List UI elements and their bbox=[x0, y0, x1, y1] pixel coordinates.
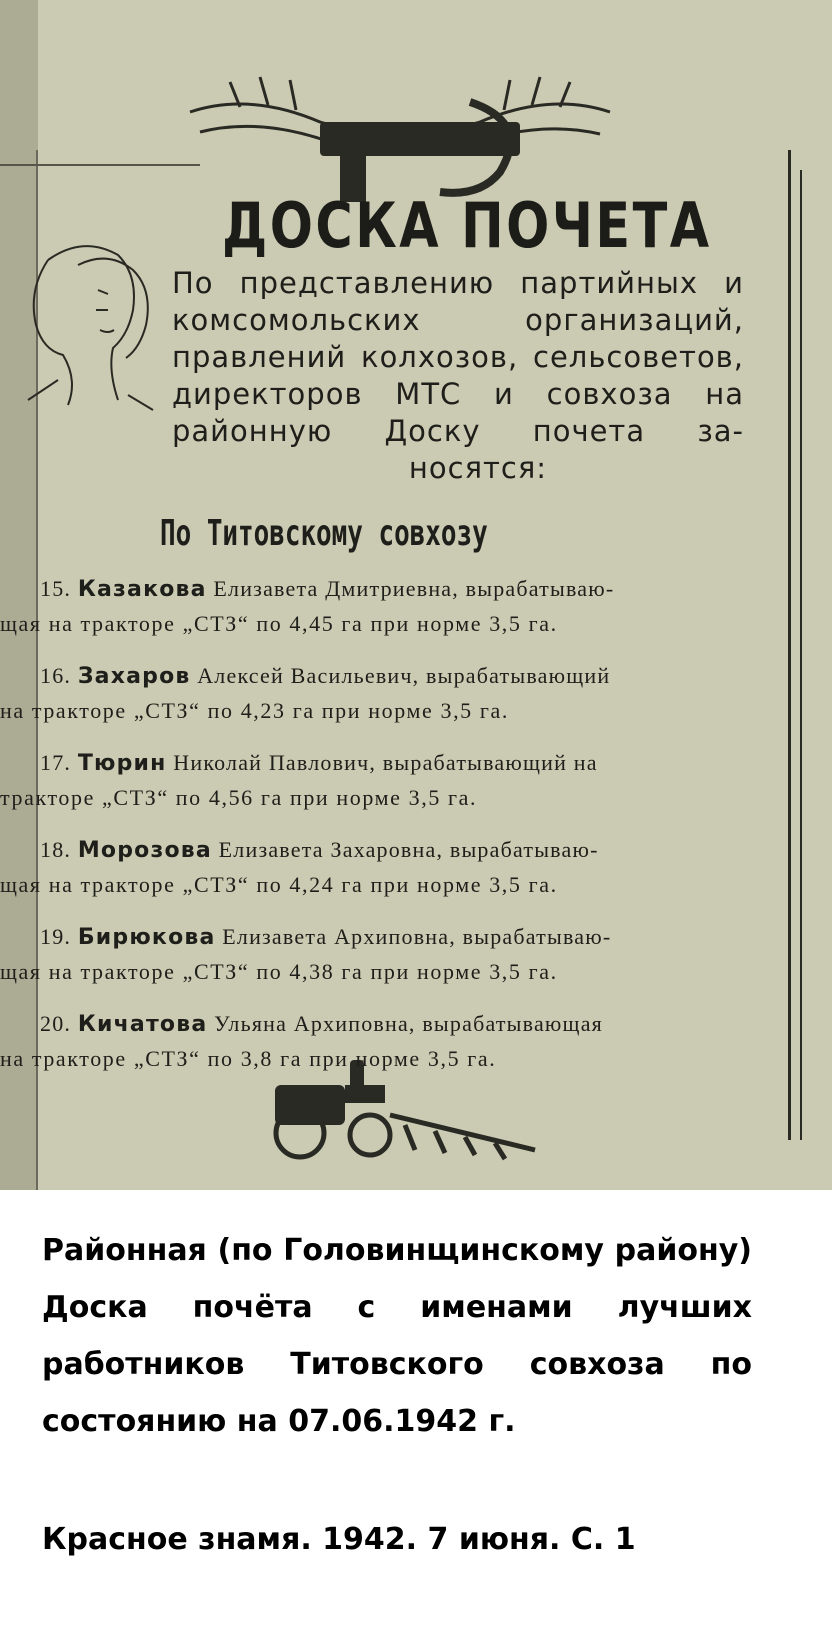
entry-number: 17. bbox=[40, 750, 72, 775]
hammer-sickle-wheat-emblem bbox=[170, 62, 630, 202]
intro-text-last: носятся: bbox=[408, 451, 548, 485]
intro-text: По представлению партийных и комсомольских организаций, правлений колхозов, сельсоветов, директоров МТС и совхоза на районную Доску почета за- bbox=[172, 266, 744, 448]
entry-text-line1: Елизавета Захаровна, вырабатываю- bbox=[218, 837, 599, 862]
entry-number: 15. bbox=[40, 576, 72, 601]
honor-entry bbox=[0, 833, 740, 902]
entry-number: 19. bbox=[40, 924, 72, 949]
entry-surname: Захаров bbox=[77, 664, 191, 689]
clipping-title: ДОСКА ПОЧЕТА bbox=[222, 189, 712, 262]
entry-text-line2: тракторе „СТЗ“ по 4,56 га при норме 3,5 га. bbox=[0, 785, 478, 810]
right-column-rule bbox=[788, 150, 791, 1140]
entry-text-line2: на тракторе „СТЗ“ по 3,8 га при норме 3,5 га. bbox=[0, 1046, 497, 1071]
entry-text-line2: щая на тракторе „СТЗ“ по 4,24 га при норме 3,5 га. bbox=[0, 872, 558, 897]
entry-surname: Кичатова bbox=[77, 1012, 208, 1037]
entry-text-line2: на тракторе „СТЗ“ по 4,23 га при норме 3,5 га. bbox=[0, 698, 509, 723]
right-column-rule-outer bbox=[800, 170, 802, 1140]
honor-entry bbox=[0, 572, 740, 641]
honor-entry bbox=[0, 746, 740, 815]
clipping-subheading: По Титовскому совхозу bbox=[160, 513, 488, 554]
entry-surname: Морозова bbox=[77, 838, 212, 863]
entry-surname: Казакова bbox=[77, 577, 207, 602]
source-citation: Красное знамя. 1942. 7 июня. С. 1 bbox=[42, 1522, 636, 1557]
honor-board-list bbox=[0, 572, 740, 1094]
intro-paragraph bbox=[172, 265, 744, 487]
entry-number: 20. bbox=[40, 1011, 72, 1036]
entry-text-line1: Елизавета Дмитриевна, вырабатываю- bbox=[213, 576, 615, 601]
image-caption: Районная (по Головинщинскому району) Доска почёта с именами лучших работников Титовского совхоза по состоянию на 07.06.1942 г. bbox=[42, 1233, 752, 1439]
honor-entry bbox=[0, 920, 740, 989]
honor-entry bbox=[0, 1007, 740, 1076]
portrait-sketch bbox=[8, 230, 158, 415]
entry-surname: Бирюкова bbox=[77, 925, 216, 950]
entry-text-line2: щая на тракторе „СТЗ“ по 4,45 га при норме 3,5 га. bbox=[0, 611, 558, 636]
entry-surname: Тюрин bbox=[77, 751, 167, 776]
entry-number: 18. bbox=[40, 837, 72, 862]
entry-number: 16. bbox=[40, 663, 72, 688]
entry-text-line1: Николай Павлович, вырабатывающий на bbox=[173, 750, 598, 775]
entry-text-line1: Ульяна Архиповна, вырабатывающая bbox=[214, 1011, 603, 1036]
honor-entry bbox=[0, 659, 740, 728]
entry-text-line1: Елизавета Архиповна, вырабатываю- bbox=[222, 924, 612, 949]
entry-text-line2: щая на тракторе „СТЗ“ по 4,38 га при норме 3,5 га. bbox=[0, 959, 558, 984]
entry-text-line1: Алексей Васильевич, вырабатывающий bbox=[197, 663, 611, 688]
